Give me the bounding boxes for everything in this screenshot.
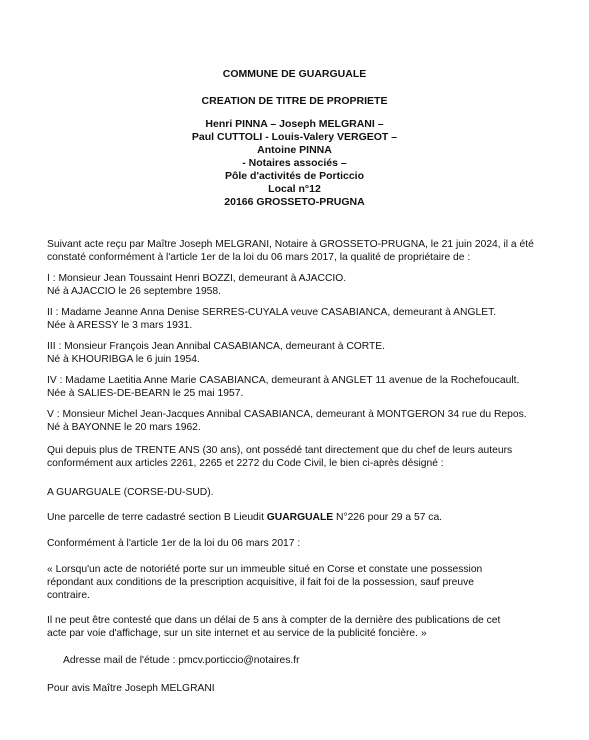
email-address: pmcv.porticcio@notaires.fr bbox=[178, 655, 300, 666]
notaries-line-2: Paul CUTTOLI - Louis-Valery VERGEOT – bbox=[191, 131, 398, 143]
owner-2-line-2: Née à ARESSY le 3 mars 1931. bbox=[47, 320, 193, 332]
quote-line-1: « Lorsqu'un acte de notoriété porte sur un immeuble situé en Corse et constate une possession bbox=[47, 564, 483, 575]
email-line bbox=[63, 654, 568, 667]
conformity-line: Conformément à l'article 1er de la loi du 06 mars 2017 : bbox=[47, 538, 301, 549]
contest-line-2: acte par voie d'affichage, sur un site internet et au service de la publicité foncière. » bbox=[47, 628, 427, 640]
possession-line-2: conformément aux articles 2261, 2265 et 2272 du Code Civil, le bien ci-après désigné : bbox=[47, 458, 444, 470]
notaries-line-3: Antoine PINNA bbox=[257, 144, 332, 156]
parcel-text-after: N°226 pour 29 a 57 ca. bbox=[333, 512, 443, 523]
location-line: A GUARGUALE (CORSE-DU-SUD). bbox=[47, 487, 214, 498]
owner-1 bbox=[47, 272, 552, 298]
header-title bbox=[0, 95, 589, 108]
header-commune bbox=[0, 68, 589, 81]
quote-line-3: contraire. bbox=[47, 590, 90, 602]
owner-5-line-2: Né à BAYONNE le 20 mars 1962. bbox=[47, 422, 201, 434]
owner-4 bbox=[47, 374, 552, 400]
possession-line-1: Qui depuis plus de TRENTE ANS (30 ans), ont possédé tant directement que du chef de leurs auteurs bbox=[47, 445, 513, 456]
closing-line: Pour avis Maître Joseph MELGRANI bbox=[47, 683, 215, 694]
document-title: CREATION DE TITRE DE PROPRIETE bbox=[201, 95, 388, 107]
owner-4-line-1: IV : Madame Laetitia Anne Marie CASABIANCA, demeurant à ANGLET 11 avenue de la Rochefoucault. bbox=[47, 375, 520, 386]
address-line-1: Pôle d'activités de Porticcio bbox=[224, 170, 365, 182]
possession-paragraph bbox=[47, 444, 552, 470]
parcel-line bbox=[47, 511, 552, 524]
email-label: Adresse mail de l'étude : bbox=[63, 655, 179, 666]
address-line-3: 20166 GROSSETO-PRUGNA bbox=[224, 196, 365, 208]
owner-4-line-2: Née à SALIES-DE-BEARN le 25 mai 1957. bbox=[47, 388, 244, 400]
parcel-text-before: Une parcelle de terre cadastré section B Lieudit bbox=[47, 512, 267, 523]
contest-line-1: Il ne peut être contesté que dans un délai de 5 ans à compter de la dernière des publications de cet bbox=[47, 615, 501, 626]
closing-paragraph bbox=[47, 682, 552, 695]
owner-5-line-1: V : Monsieur Michel Jean-Jacques Annibal CASABIANCA, demeurant à MONTGERON 34 rue du Repos. bbox=[47, 409, 527, 420]
notaries-line-1: Henri PINNA – Joseph MELGRANI – bbox=[205, 118, 384, 130]
location-paragraph bbox=[47, 486, 552, 499]
owner-3-line-1: III : Monsieur François Jean Annibal CASABIANCA, demeurant à CORTE. bbox=[47, 341, 386, 352]
quote-line-2: répondant aux conditions de la prescription acquisitive, il fait foi de la possession, sauf preuve bbox=[47, 577, 474, 589]
notaries-block bbox=[0, 118, 589, 209]
commune-title: COMMUNE DE GUARGUALE bbox=[222, 68, 367, 80]
owner-3-line-2: Né à KHOURIBGA le 6 juin 1954. bbox=[47, 354, 200, 366]
owner-1-line-2: Né à AJACCIO le 26 septembre 1958. bbox=[47, 286, 221, 298]
address-line-2: Local n°12 bbox=[268, 183, 321, 195]
parcel-paragraph bbox=[47, 511, 552, 524]
parcel-lieudit: GUARGUALE bbox=[266, 512, 334, 523]
notaries-line-4: - Notaires associés – bbox=[242, 157, 347, 169]
quote-paragraph bbox=[47, 563, 552, 603]
conformity-paragraph bbox=[47, 537, 552, 550]
owner-3 bbox=[47, 340, 552, 366]
owner-2 bbox=[47, 306, 552, 332]
intro-line-2: constaté conformément à l'article 1er de la loi du 06 mars 2017, la qualité de propriétaire de : bbox=[47, 252, 471, 264]
owner-1-line-1: I : Monsieur Jean Toussaint Henri BOZZI, demeurant à AJACCIO. bbox=[47, 273, 347, 284]
intro-line-1: Suivant acte reçu par Maître Joseph MELGRANI, Notaire à GROSSETO-PRUGNA, le 21 juin 2024, il a été bbox=[47, 239, 534, 250]
contest-paragraph bbox=[47, 614, 552, 640]
email-paragraph bbox=[63, 654, 568, 667]
intro-paragraph bbox=[47, 238, 552, 264]
owner-2-line-1: II : Madame Jeanne Anna Denise SERRES-CUYALA veuve CASABIANCA, demeurant à ANGLET. bbox=[47, 307, 497, 318]
owner-5 bbox=[47, 408, 552, 434]
